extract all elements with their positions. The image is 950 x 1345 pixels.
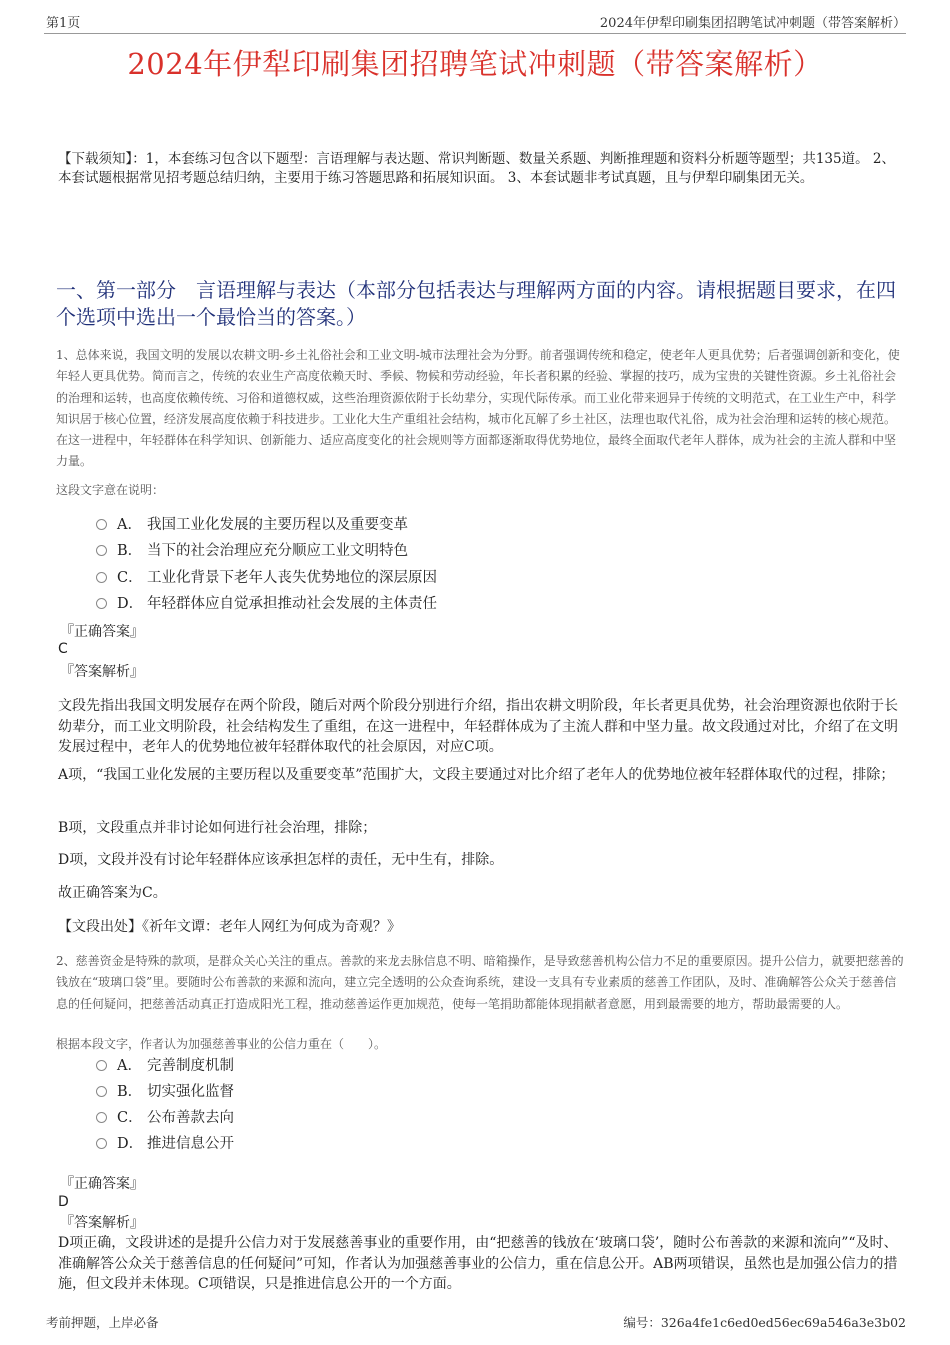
footer-serial: 编号：326a4fe1c6ed0ed56ec69a546a3e3b02 — [623, 1315, 906, 1330]
document-title: 2024年伊犁印刷集团招聘笔试冲刺题（带答案解析） — [127, 47, 823, 81]
radio-icon[interactable] — [96, 598, 107, 609]
question-2-prompt: 根据本段文字，作者认为加强慈善事业的公信力重在（ ）。 — [56, 1037, 387, 1051]
q2-answer: D — [58, 1194, 69, 1210]
q1-analysis-paragraph: 文段先指出我国文明发展存在两个阶段，随后对两个阶段分别进行介绍，指出农耕文明阶段，年长者更具优势，社会治理资源也依附于长幼辈分，而工业文明阶段，社会结构发生了重组，在这一进程中，年轻群体成为了主流人群和中坚力量。故文段通过对比，介绍了在文明发展过程中，老年人的优势地位被年轻群体取代的社会原因，对应C项。 — [58, 698, 898, 755]
q2-analysis: D项正确，文段讲述的是提升公信力对于发展慈善事业的重要作用，由“把慈善的钱放在‘玻璃口袋’，随时公布善款的来源和流向”“及时、准确解答公众关于慈善信息的任何疑问”可知，作者认为加强慈善事业的公信力，重在信息公开。AB两项错误，虽然也是加强公信力的措施，但文段并未体现。C项错误，只是推进信息公开的一个方面。 — [58, 1235, 898, 1292]
q1-option-d[interactable]: D． 年轻群体应自觉承担推动社会发展的主体责任 — [96, 594, 437, 614]
footer-slogan: 考前押题，上岸必备 — [46, 1315, 159, 1330]
q2-answer-label: 『正确答案』 — [60, 1176, 144, 1192]
radio-icon[interactable] — [96, 572, 107, 583]
q1-analysis-paragraph: A项，“我国工业化发展的主要历程以及重要变革”范围扩大，文段主要通过对比介绍了老年人的优势地位被年轻群体取代的过程，排除； — [58, 767, 895, 783]
q1-source: 【文段出处】《祈年文谭：老年人网红为何成为奇观？》 — [58, 919, 401, 935]
q1-analysis-paragraph: 故正确答案为C。 — [58, 885, 167, 901]
q1-answer: C — [58, 641, 68, 657]
q2-analysis-label: 『答案解析』 — [60, 1215, 144, 1231]
running-title: 2024年伊犁印刷集团招聘笔试冲刺题（带答案解析） — [599, 16, 906, 31]
radio-icon[interactable] — [96, 1138, 107, 1149]
q2-option-d[interactable]: D． 推进信息公开 — [96, 1134, 234, 1154]
section-heading: 一、第一部分 言语理解与表达（本部分包括表达与理解两方面的内容。请根据题目要求，在四个选项中选出一个最恰当的答案。） — [56, 278, 896, 329]
question-1-prompt: 这段文字意在说明： — [56, 483, 165, 497]
radio-icon[interactable] — [96, 1112, 107, 1123]
radio-icon[interactable] — [96, 519, 107, 530]
q2-option-a[interactable]: A． 完善制度机制 — [96, 1056, 234, 1076]
q2-option-c[interactable]: C． 公布善款去向 — [96, 1108, 234, 1128]
q1-option-c[interactable]: C． 工业化背景下老年人丧失优势地位的深层原因 — [96, 568, 437, 588]
q2-option-b[interactable]: B． 切实强化监督 — [96, 1082, 234, 1102]
download-notice: 【下载须知】：1，本套练习包含以下题型：言语理解与表达题、常识判断题、数量关系题、判断推理题和资料分析题等题型；共135道。 2、本套试题根据常见招考题总结归纳，主要用于练习答题思路和拓展知识面。 3、本套试题非考试真题，且与伊犁印刷集团无关。 — [58, 151, 895, 186]
q1-option-a[interactable]: A． 我国工业化发展的主要历程以及重要变革 — [96, 515, 408, 535]
radio-icon[interactable] — [96, 1060, 107, 1071]
radio-icon[interactable] — [96, 545, 107, 556]
q1-analysis-label: 『答案解析』 — [60, 664, 144, 680]
page-number: 第1页 — [46, 16, 81, 31]
radio-icon[interactable] — [96, 1086, 107, 1097]
q1-analysis-paragraph: B项，文段重点并非讨论如何进行社会治理，排除； — [58, 820, 377, 836]
question-1-stem: 1、总体来说，我国文明的发展以农耕文明-乡土礼俗社会和工业文明-城市法理社会为分野。前者强调传统和稳定，使老年人更具优势；后者强调创新和变化，使年轻人更具优势。简而言之，传统的农业生产高度依赖天时、季候、物候和劳动经验，年长者积累的经验、掌握的技巧，成为宝贵的关键性资源。乡土礼俗社会的治理和运转，也高度依赖传统、习俗和道德权威，这些治理资源依附于长幼辈分，实现代际传承。而工业化带来迥异于传统的文明范式，在工业生产中，科学知识居于核心位置，经济发展高度依赖于科技进步。工业化大生产重组社会结构，城市化瓦解了乡土社区，法理也取代礼俗，成为社会治理和运转的核心规范。在这一进程中，年轻群体在科学知识、创新能力、适应高度变化的社会规则等方面都逐渐取得优势地位，最终全面取代老年人群体，成为社会的主流人群和中坚力量。 — [56, 348, 900, 469]
q1-answer-label: 『正确答案』 — [60, 624, 144, 640]
q1-option-b[interactable]: B． 当下的社会治理应充分顺应工业文明特色 — [96, 541, 408, 561]
header-divider — [44, 33, 906, 34]
question-2-stem: 2、慈善资金是特殊的款项，是群众关心关注的重点。善款的来龙去脉信息不明、暗箱操作，是导致慈善机构公信力不足的重要原因。提升公信力，就要把慈善的钱放在“玻璃口袋”里。要随时公布善款的来源和流向，建立完全透明的公众查询系统，建设一支具有专业素质的慈善工作团队，及时、准确解答公众关于慈善信息的任何疑问，把慈善活动真正打造成阳光工程，推动慈善运作更加规范，使每一笔捐助都能体现捐献者意愿，用到最需要的地方，帮助最需要的人。 — [56, 954, 904, 1011]
q1-analysis-paragraph: D项，文段并没有讨论年轻群体应该承担怎样的责任，无中生有，排除。 — [58, 852, 504, 868]
